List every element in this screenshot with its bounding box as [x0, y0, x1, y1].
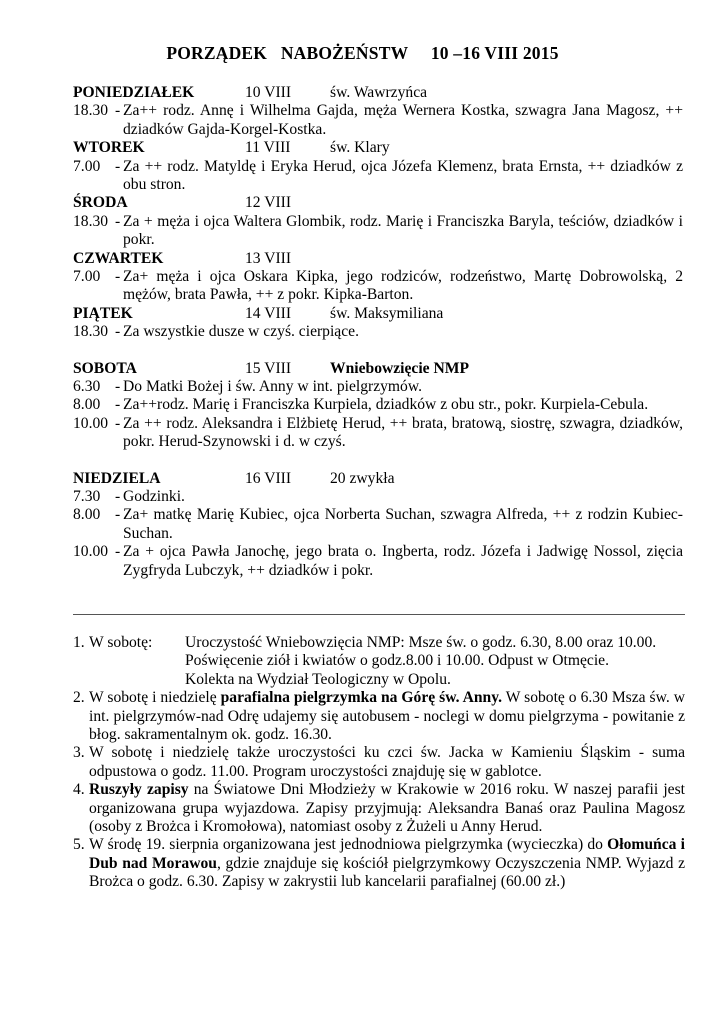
announcement-number: 4.: [73, 781, 85, 799]
day-name: ŚRODA: [73, 194, 128, 212]
mass-time: 18.30: [73, 102, 109, 120]
mass-schedule: [73, 84, 683, 580]
mass-intention: Za wszystkie dusze w czyś. cierpiące.: [123, 323, 359, 341]
mass-dash: -: [115, 543, 121, 561]
day-friday: [73, 305, 683, 342]
announcement-number: 3.: [73, 744, 85, 762]
mass-entry: [73, 396, 683, 414]
day-name: WTOREK: [73, 139, 145, 157]
day-date: 13 VIII: [245, 249, 292, 267]
day-wednesday: [73, 194, 683, 249]
announcement-body: [89, 634, 685, 689]
mass-dash: -: [115, 378, 121, 395]
mass-dash: -: [115, 488, 121, 506]
day-name: PONIEDZIAŁEK: [73, 84, 195, 101]
day-name: SOBOTA: [73, 359, 137, 377]
mass-time: 18.30: [73, 323, 109, 341]
announcement-highlight: parafialna pielgrzymka na Górę św. Anny.: [220, 689, 503, 707]
day-date: 16 VIII: [245, 469, 292, 487]
day-header: [73, 139, 683, 157]
page-title: PORZĄDEK NABOŻEŃSTW 10 –16 VIII 2015: [166, 43, 559, 63]
announcement-text: W sobotę o 6.30 Msza św. w int. pielgrzymów-nad Odrę udajemy się autobusem - noclegi w domu pielgrzyma - powitanie z błog. sakramentalnym ok. godz. 16.30.: [89, 689, 685, 744]
mass-intention: Za++ rodz. Annę i Wilhelma Gajda, męża Wernera Kostka, szwagra Jana Magosz, ++ dziadków Gajda-Korgel-Kostka.: [123, 102, 683, 138]
mass-intention: Za ++ rodz. Aleksandra i Elżbietę Herud, ++ brata, bratową, siostrę, szwagra, dziadków, pokr. Herud-Szynowski i d. w czyś.: [123, 414, 683, 451]
day-header: [73, 360, 683, 378]
day-date: 15 VIII: [245, 359, 292, 377]
announcement-line: Kolekta na Wydział Teologiczny w Opolu.: [185, 670, 451, 688]
announcement-body: [89, 781, 685, 836]
mass-intention: Za ++ rodz. Matyldę i Eryka Herud, ojca Józefa Klemenz, brata Ernsta, ++ dziadków z obu stron.: [123, 157, 683, 193]
mass-dash: -: [115, 102, 121, 120]
announcement-number: 2.: [73, 689, 85, 707]
mass-intention: Za+ matkę Marię Kubiec, ojca Norberta Suchan, szwagra Alfreda, ++ z rodzin Kubiec-Suchan.: [123, 506, 683, 542]
day-date: 12 VIII: [245, 194, 292, 212]
mass-entry: [73, 268, 683, 305]
announcement-text: W środę 19. sierpnia organizowana jest jednodniowa pielgrzymka (wycieczka) do: [89, 836, 608, 854]
mass-entry: [73, 158, 683, 195]
day-feast: 20 zwykła: [330, 469, 395, 487]
day-date: 10 VIII: [245, 84, 292, 101]
announcement-5: [73, 836, 685, 891]
announcement-line: Uroczystość Wniebowzięcia NMP: Msze św. o godz. 6.30, 8.00 oraz 10.00.: [185, 634, 657, 651]
announcement-number: 1.: [73, 634, 85, 651]
mass-dash: -: [115, 212, 121, 230]
day-header: [73, 305, 683, 323]
day-feast: św. Maksymiliana: [330, 304, 444, 322]
announcement-line: Poświęcenie ziół i kwiatów o godz.8.00 i 10.00. Odpust w Otmęcie.: [185, 652, 609, 670]
mass-dash: -: [115, 506, 121, 524]
mass-entry: [73, 543, 683, 580]
mass-time: 10.00: [73, 414, 109, 432]
day-feast: św. Klary: [330, 139, 390, 157]
mass-time: 7.00: [73, 157, 101, 175]
mass-time: 8.00: [73, 396, 101, 414]
day-thursday: [73, 250, 683, 305]
announcement-1: [73, 634, 685, 689]
day-date: 11 VIII: [245, 139, 291, 157]
spacer: [73, 342, 683, 360]
day-feast: Wniebowzięcie NMP: [330, 359, 470, 377]
announcement-2: [73, 689, 685, 744]
mass-intention: Za + ojca Pawła Janochę, jego brata o. Ingberta, rodz. Józefa i Jadwigę Nossol, zięcia Zygfryda Lubczyk, ++ dziadków i pokr.: [123, 543, 683, 579]
day-header: [73, 84, 683, 102]
announcement-body: [89, 689, 685, 744]
announcement-highlight: Ruszyły zapisy: [89, 781, 189, 799]
mass-time: 7.30: [73, 488, 101, 506]
day-monday: [73, 84, 683, 139]
mass-intention: Za++rodz. Marię i Franciszka Kurpiela, dziadków z obu str., pokr. Kurpiela-Cebula.: [123, 396, 649, 414]
announcement-highlight: Ołomuńca i Dub nad Morawou: [89, 836, 685, 872]
mass-time: 10.00: [73, 543, 109, 561]
mass-dash: -: [115, 323, 121, 341]
day-header: [73, 250, 683, 268]
announcement-body: W sobotę i niedzielę także uroczystości ku czci św. Jacka w Kamieniu Śląskim - suma odpustowa o godz. 11.00. Program uroczystości znajduję się w gablotce.: [89, 744, 685, 780]
day-name: CZWARTEK: [73, 249, 164, 267]
mass-intention: Za+ męża i ojca Oskara Kipka, jego rodziców, rodzeństwo, Martę Dobrowolską, 2 mężów, brata Pawła, ++ z pokr. Kipka-Barton.: [123, 268, 683, 304]
mass-time: 7.00: [73, 268, 101, 285]
spacer: [73, 452, 683, 470]
announcement-text: W sobotę i niedzielę: [89, 689, 221, 707]
mass-dash: -: [115, 414, 121, 432]
mass-entry: [73, 378, 683, 396]
mass-dash: -: [115, 157, 121, 175]
announcement-lines: [185, 634, 685, 689]
mass-entry: [73, 213, 683, 250]
section-divider: [73, 614, 685, 615]
mass-time: 6.30: [73, 378, 101, 395]
mass-entry: [73, 415, 683, 452]
mass-entry: [73, 488, 683, 506]
announcement-text: , gdzie znajduje się kościół pielgrzymkowy Oczyszczenia NMP. Wyjazd z Brożca o godz. 6.30. Zapisy w zakrystii lub kancelarii parafialnej (60.00 zł.): [89, 854, 685, 891]
day-name: NIEDZIELA: [73, 469, 161, 487]
mass-time: 18.30: [73, 212, 109, 230]
mass-intention: Za + męża i ojca Waltera Glombik, rodz. Marię i Franciszka Baryla, teściów, dziadków i pokr.: [123, 212, 683, 249]
day-date: 14 VIII: [245, 304, 292, 322]
mass-entry: [73, 506, 683, 543]
announcement-3: [73, 744, 685, 781]
announcements: [73, 634, 685, 892]
day-tuesday: [73, 139, 683, 194]
day-feast: św. Wawrzyńca: [330, 84, 428, 101]
mass-intention: Do Matki Bożej i św. Anny w int. pielgrzymów.: [123, 378, 422, 395]
day-header: [73, 194, 683, 212]
announcement-label: W sobotę:: [89, 634, 153, 651]
mass-entry: [73, 102, 683, 139]
mass-time: 8.00: [73, 506, 101, 524]
announcement-number: 5.: [73, 836, 85, 854]
day-saturday: [73, 360, 683, 452]
announcement-1-row: [89, 634, 685, 689]
mass-intention: Godzinki.: [123, 488, 185, 506]
mass-entry: [73, 323, 683, 341]
day-header: [73, 470, 683, 488]
mass-dash: -: [115, 268, 121, 285]
day-sunday: [73, 470, 683, 580]
day-name: PIĄTEK: [73, 304, 133, 322]
announcement-text: na Światowe Dni Młodzieży w Krakowie w 2016 roku. W naszej parafii jest organizowana grupa wyjazdowa. Zapisy przyjmują: Aleksandra Banaś oraz Paulina Magosz (osoby z Brożca i Kromołowa), natomiast osoby z Żużeli u Anny Herud.: [89, 781, 685, 836]
announcement-body: [89, 836, 685, 891]
announcement-4: [73, 781, 685, 836]
mass-dash: -: [115, 396, 121, 414]
